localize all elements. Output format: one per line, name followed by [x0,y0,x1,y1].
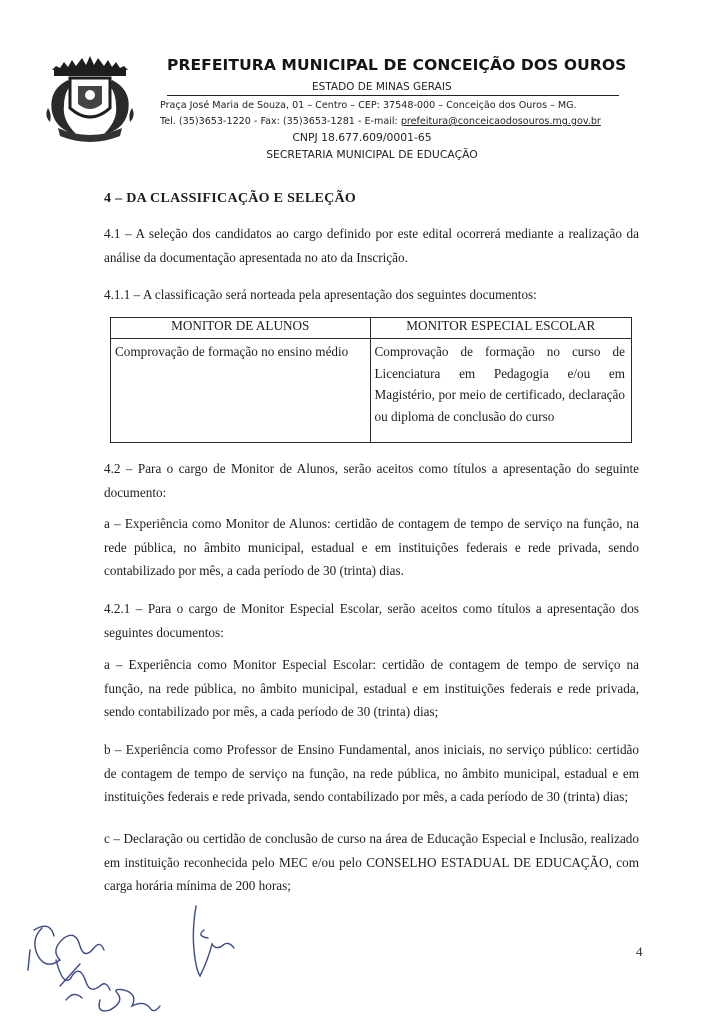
contact-phones: Tel. (35)3653-1220 - Fax: (35)3653-1281 - E-mail: [160,116,401,127]
paragraph-4-2-1-b: b – Experiência como Professor de Ensino Fundamental, anos iniciais, no serviço público: certidão de contagem de tempo de serviço na função, na rede pública, no âmbito municipal, estadual e em instituições federais e rede privada, sendo contabilizado por mês, a cada período de 30 (trinta) dias; [104,742,639,804]
state-name: ESTADO DE MINAS GERAIS [312,81,452,93]
paragraph-4-2-1-a: a – Experiência como Monitor Especial Escolar: certidão de contagem de tempo de serviço na função, na rede pública, no âmbito municipal, estadual e em instituições federais e rede privada, sendo contabilizado por mês, a cada período de 30 (trinta) dias; [104,657,639,719]
table-row [111,339,632,443]
address-line: Praça José Maria de Souza, 01 – Centro – CEP: 37548-000 – Conceição dos Ouros – MG. [160,100,577,111]
cnpj-line: CNPJ 18.677.609/0001-65 [292,131,432,144]
cell-monitor-alunos-requirement: Comprovação de formação no ensino médio [111,339,371,443]
contact-line [160,116,680,127]
table-header-row [111,318,632,339]
letterhead [0,0,724,170]
paragraph-4-2: 4.2 – Para o cargo de Monitor de Alunos, serão aceitos como títulos a apresentação do seguinte documento: [104,461,639,500]
header-monitor-especial: MONITOR ESPECIAL ESCOLAR [370,318,632,339]
paragraph-4-1: 4.1 – A seleção dos candidatos ao cargo definido por este edital ocorrerá mediante a realização da análise da documentação apresentada no ato da Inscrição. [104,226,639,265]
department-line: SECRETARIA MUNICIPAL DE EDUCAÇÃO [266,148,478,161]
requirements-table [110,317,632,443]
municipal-coat-of-arms-icon [40,50,140,142]
municipality-title: PREFEITURA MUNICIPAL DE CONCEIÇÃO DOS OUROS [167,56,627,74]
header-monitor-alunos: MONITOR DE ALUNOS [111,318,371,339]
email-link[interactable]: prefeitura@conceicaodosouros.mg.gov.br [400,116,601,127]
paragraph-4-2-1: 4.2.1 – Para o cargo de Monitor Especial Escolar, serão aceitos como títulos a apresentação dos seguintes documentos: [104,601,639,640]
paragraph-4-1-1: 4.1.1 – A classificação será norteada pela apresentação dos seguintes documentos: [104,287,537,302]
paragraph-4-2-a: a – Experiência como Monitor de Alunos: certidão de contagem de tempo de serviço na função, na rede pública, no âmbito municipal, estadual e em instituições federais e rede privada, sendo contabilizado por mês, a cada período de 30 (trinta) dias. [104,516,639,578]
section-title: 4 – DA CLASSIFICAÇÃO E SELEÇÃO [104,191,357,206]
cell-monitor-especial-requirement: Comprovação de formação no curso de Licenciatura em Pedagogia e/ou em Magistério, por meio de certificado, declaração ou diploma de conclusão do curso [370,339,632,443]
page-number: 4 [636,944,643,959]
state-line [167,81,619,96]
handwritten-signatures-icon [20,890,250,1020]
paragraph-4-2-1-c: c – Declaração ou certidão de conclusão de curso na área de Educação Especial e Inclusão, realizado em instituição reconhecida pelo MEC e/ou pelo CONSELHO ESTADUAL DE EDUCAÇÃO, com carga horária mínima de 200 horas; [104,831,639,893]
